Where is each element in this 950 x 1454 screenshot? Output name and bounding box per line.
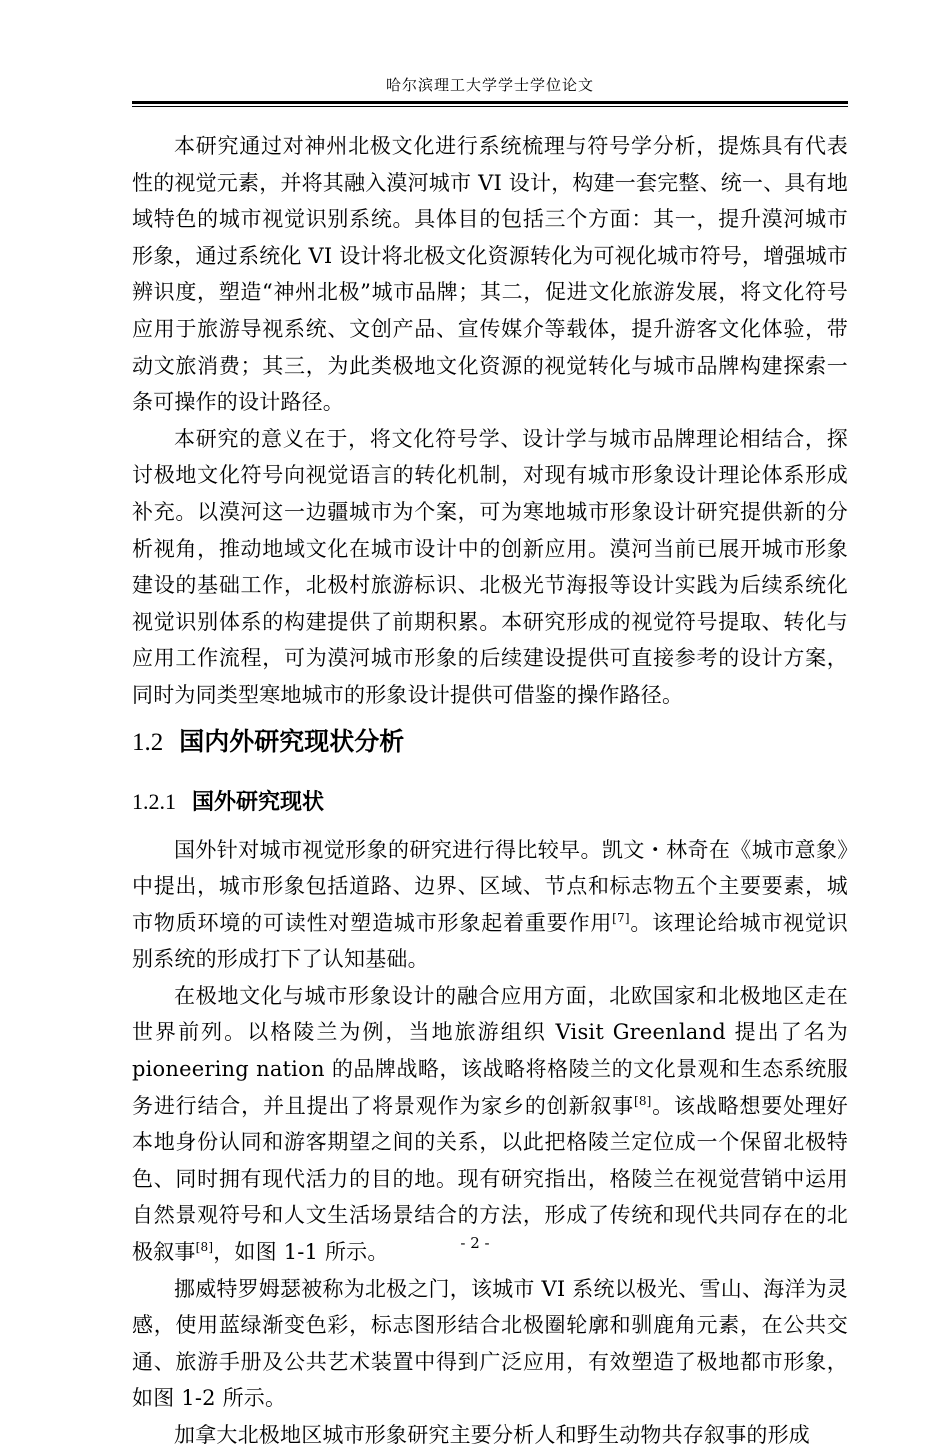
paragraph-canada: 加拿大北极地区城市形象研究主要分析人和野生动物共存叙事的形成 [174,1423,810,1447]
citation-8: [8] [195,1240,214,1255]
page-body [132,128,848,1454]
paragraph-tromso: 挪威特罗姆瑟被称为北极之门，该城市 VI 系统以极光、雪山、海洋为灵感，使用蓝绿渐变色彩，标志图形结合北极圈轮廓和驯鹿角元素，在公共交通、旅游手册及公共艺术装置中得到广泛应用，有效塑造了极地都市形象，如图 1-2 所示。 [132,1276,848,1411]
paragraph-research-significance: 本研究的意义在于，将文化符号学、设计学与城市品牌理论相结合，探讨极地文化符号向视觉语言的转化机制，对现有城市形象设计理论体系形成补充。以漠河这一边疆城市为个案，可为寒地城市形象设计研究提供新的分析视角，推动地域文化在城市设计中的创新应用。漠河当前已展开城市形象建设的基础工作，北极村旅游标识、北极光节海报等设计实践为后续系统化视觉识别体系的构建提供了前期积累。本研究形成的视觉符号提取、转化与应用工作流程，可为漠河城市形象的后续建设提供可直接参考的设计方案，同时为同类型寒地城市的形象设计提供可借鉴的操作路径。 [132,426,848,707]
paragraph-text: 在极地文化与城市形象设计的融合应用方面，北欧国家和北极地区走在世界前列。以格陵兰为例，当地旅游组织 Visit Greenland 提出了名为 pioneering nation 的品牌战略，该战略将格陵兰的文化景观和生态系统服务进行结合，并且提出了将景观作为家乡的创新叙事 [132,983,848,1118]
section-title: 国内外研究现状分析 [179,726,405,756]
page-number: - 2 - [460,1234,490,1252]
paragraph-research-aims: 本研究通过对神州北极文化进行系统梳理与符号学分析，提炼具有代表性的视觉元素，并将其融入漠河城市 VI 设计，构建一套完整、统一、具有地域特色的城市视觉识别系统。具体目的包括三个方面：其一，提升漠河城市形象，通过系统化 VI 设计将北极文化资源转化为可视化城市符号，增强城市辨识度，塑造“神州北极”城市品牌；其二，促进文化旅游发展，将文化符号应用于旅游导视系统、文创产品、宣传媒介等载体，提升游客文化体验，带动文旅消费；其三，为此类极地文化资源的视觉转化与城市品牌构建探索一条可操作的设计路径。 [132,134,849,415]
subsection-number: 1.2.1 [132,788,176,814]
subsection-title: 国外研究现状 [192,789,325,815]
paragraph-text: ，如图 1-1 所示。 [213,1240,389,1265]
paragraph-lynch [132,832,848,978]
paragraph-greenland [132,978,848,1271]
paragraph-text: 。该理论给城市视觉识别系统的形成打下了认知基础。 [132,910,848,972]
section-number: 1.2 [132,728,164,756]
paragraph-text: 国外针对城市视觉形象的研究进行得比较早。凯文・林奇在《城市意象》中提出，城市形象包括道路、边界、区域、节点和标志物五个主要要素，城市物质环境的可读性对塑造城市形象起着重要作用 [132,837,848,935]
citation-7: [7] [612,910,630,925]
header-rule-thick [132,101,848,104]
running-header: 哈尔滨理工大学学士学位论文 [385,76,594,94]
header-rule-thin [132,106,848,107]
section-heading-1-2 [132,718,848,780]
citation-8: [8] [633,1093,652,1108]
paragraph-text: 。该战略想要处理好本地身份认同和游客期望之间的关系，以此把格陵兰定位成一个保留北极特色、同时拥有现代活力的目的地。现有研究指出，格陵兰在视觉营销中运用自然景观符号和人文生活场景结合的方法，形成了传统和现代共同存在的北极叙事 [132,1093,848,1265]
subsection-heading-1-2-1 [132,780,848,832]
